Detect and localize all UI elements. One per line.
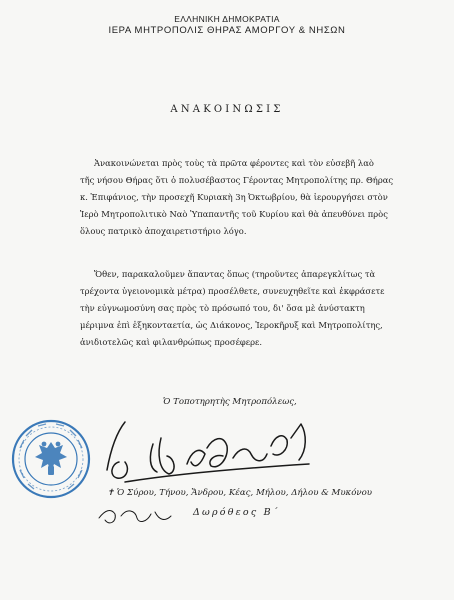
paragraph-line: τρέχοντα ὑγειονομικὰ μέτρα) προσέλθετε, συνευχηθεῖτε καὶ ἐκφράσετε	[80, 286, 385, 296]
paragraph-line: ἀνιδιοτελῶς καὶ φιλανθρώπως προσέφερε.	[80, 337, 263, 347]
signatory-title: Ὁ Τοποτηρητὴς Μητροπόλεως,	[163, 397, 297, 407]
paragraph-line: μέριμνα ἐπὶ ἑξηκονταετία, ὡς Διάκονος, Ἱεροκῆρυξ καὶ Μητροπολίτης,	[80, 320, 383, 330]
paragraph-line: Ἀνακοινώνεται πρὸς τοὺς τὰ πρῶτα φέροντες καὶ τὸν εὐσεβῆ λαὸ	[94, 158, 374, 168]
paragraph-line: κ. Ἐπιφάνιος, τὴν προσεχῆ Κυριακὴ 3η Ὀκτωβρίου, θὰ ἱερουργήσει στὸν	[80, 192, 388, 202]
signatory-name: Δωρόθεος Β΄	[193, 507, 280, 518]
paragraph-line: τὴν εὐγνωμοσύνη σας πρὸς τὸ πρόσωπό του, δι' ὅσα μὲ ἀνύστακτη	[80, 303, 365, 313]
paragraph-line: Ὅθεν, παρακαλοῦμεν ἅπαντας ὅπως (τηροῦντες ἀπαρεγκλίτως τὰ	[94, 269, 376, 279]
paragraph-line: Ἱερὸ Μητροπολιτικὸ Ναὸ Ὑπαπαντῆς τοῦ Κυρίου καὶ θὰ ἀπευθύνει πρὸς	[80, 209, 388, 219]
signatory-role: ✝ Ὁ Σύρου, Τήνου, Ἄνδρου, Κέας, Μήλου, Δήλου & Μυκόνου	[107, 488, 372, 498]
announcement-paragraph-1	[80, 155, 396, 240]
document-title: ΑΝΑΚΟΙΝΩΣΙΣ	[170, 104, 284, 115]
handwritten-initials	[95, 500, 175, 530]
header-metropolis: ΙΕΡΑ ΜΗΤΡΟΠΟΛΙΣ ΘΗΡΑΣ ΑΜΟΡΓΟΥ & ΝΗΣΩΝ	[108, 25, 346, 36]
paragraph-line: τῆς νήσου Θήρας ὅτι ὁ πολυσέβαστος Γέροντας Μητροπολίτης πρ. Θήρας	[80, 175, 394, 185]
announcement-paragraph-2	[80, 266, 396, 351]
official-seal-stamp	[10, 418, 92, 500]
handwritten-signature	[95, 398, 325, 498]
paragraph-line: ὅλους πατρικὸ ἀποχαιρετιστήριο λόγο.	[80, 226, 247, 236]
double-headed-eagle-icon	[35, 442, 67, 475]
header-state: ΕΛΛΗΝΙΚΗ ΔΗΜΟΚΡΑΤΙΑ	[174, 14, 280, 24]
